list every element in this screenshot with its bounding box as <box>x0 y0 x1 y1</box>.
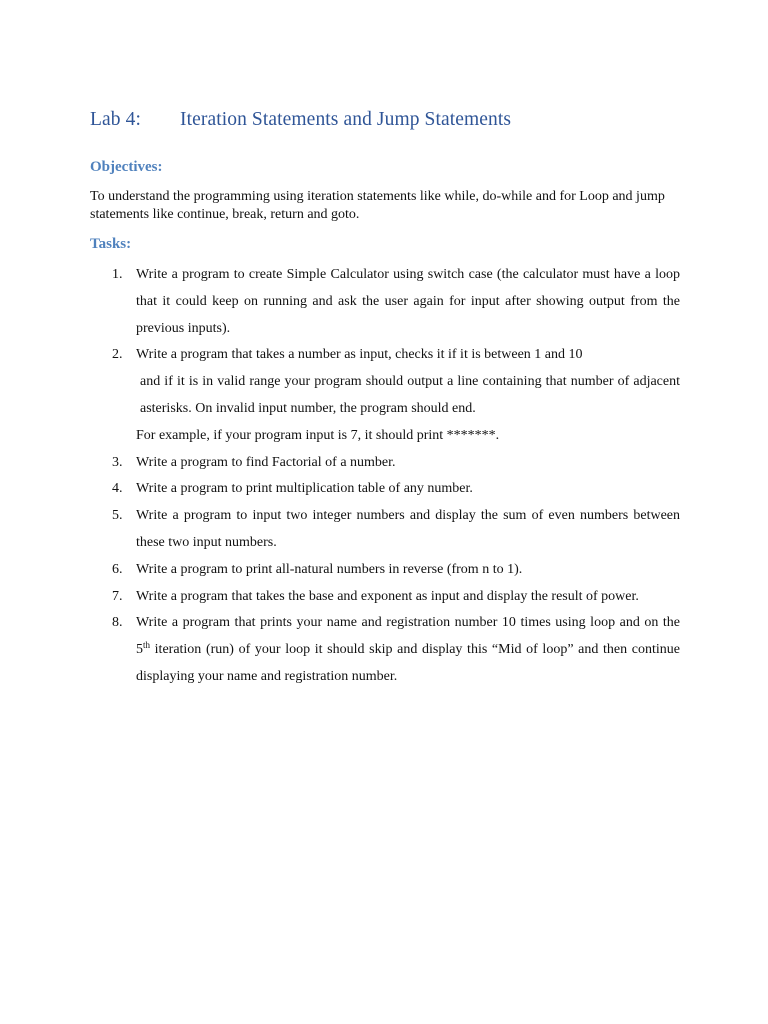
task-item-1 <box>90 262 680 342</box>
task-text <box>136 610 680 690</box>
lab-title-text: Iteration Statements and Jump Statements <box>180 109 512 130</box>
task-text: Write a program to find Factorial of a number. <box>136 454 396 470</box>
task-text: Write a program to print multiplication table of any number. <box>136 481 473 497</box>
task-item-3 <box>90 450 680 477</box>
task-item-4 <box>90 476 680 503</box>
task-item-2 <box>90 342 680 449</box>
task-text: Write a program to input two integer numbers and display the sum of even numbers between these two input numbers. <box>136 508 680 550</box>
task-number: 8. <box>112 615 123 631</box>
lab-title <box>90 109 511 131</box>
task-number: 6. <box>112 561 123 577</box>
task-number: 1. <box>112 267 123 282</box>
task-text-after: iteration (run) of your loop it should skip and display this “Mid of loop” and then continue displaying your name and registration number. <box>136 642 680 684</box>
task-text: Write a program to print all-natural numbers in reverse (from n to 1). <box>136 561 523 577</box>
objectives-text: To understand the programming using iteration statements like while, do-while and for Loop and jump statements like continue, break, return and goto. <box>90 189 665 222</box>
task-example-line: For example, if your program input is 7, it should print *******. <box>136 427 500 443</box>
task-number: 7. <box>112 588 123 604</box>
task-number: 2. <box>112 347 123 363</box>
tasks-heading: Tasks: <box>90 236 132 252</box>
task-item-5 <box>90 503 680 557</box>
task-text: Write a program that takes the base and exponent as input and display the result of power. <box>136 588 639 604</box>
task-number: 3. <box>112 454 123 470</box>
task-item-6 <box>90 557 680 584</box>
lab-number: Lab 4: <box>90 109 141 130</box>
task-item-7 <box>90 584 680 611</box>
task-number: 4. <box>112 481 123 497</box>
ordinal-suffix: th <box>143 640 151 651</box>
objectives-heading: Objectives: <box>90 159 163 175</box>
task-item-8 <box>90 610 680 690</box>
task-text-before: Write a program that prints your name and registration number 10 times using loop and on the 5 <box>136 615 680 658</box>
task-text-line: Write a program that takes a number as input, checks it if it is between 1 and 10 <box>136 347 583 363</box>
task-number: 5. <box>112 508 123 524</box>
task-text: Write a program to create Simple Calculator using switch case (the calculator must have a loop that it could keep on running and ask the user again for input after showing output from the previous inputs). <box>136 267 680 336</box>
task-text-paragraph: and if it is in valid range your program should output a line containing that number of adjacent asterisks. On invalid input number, the program should end. <box>140 374 680 416</box>
task-list <box>90 262 680 691</box>
